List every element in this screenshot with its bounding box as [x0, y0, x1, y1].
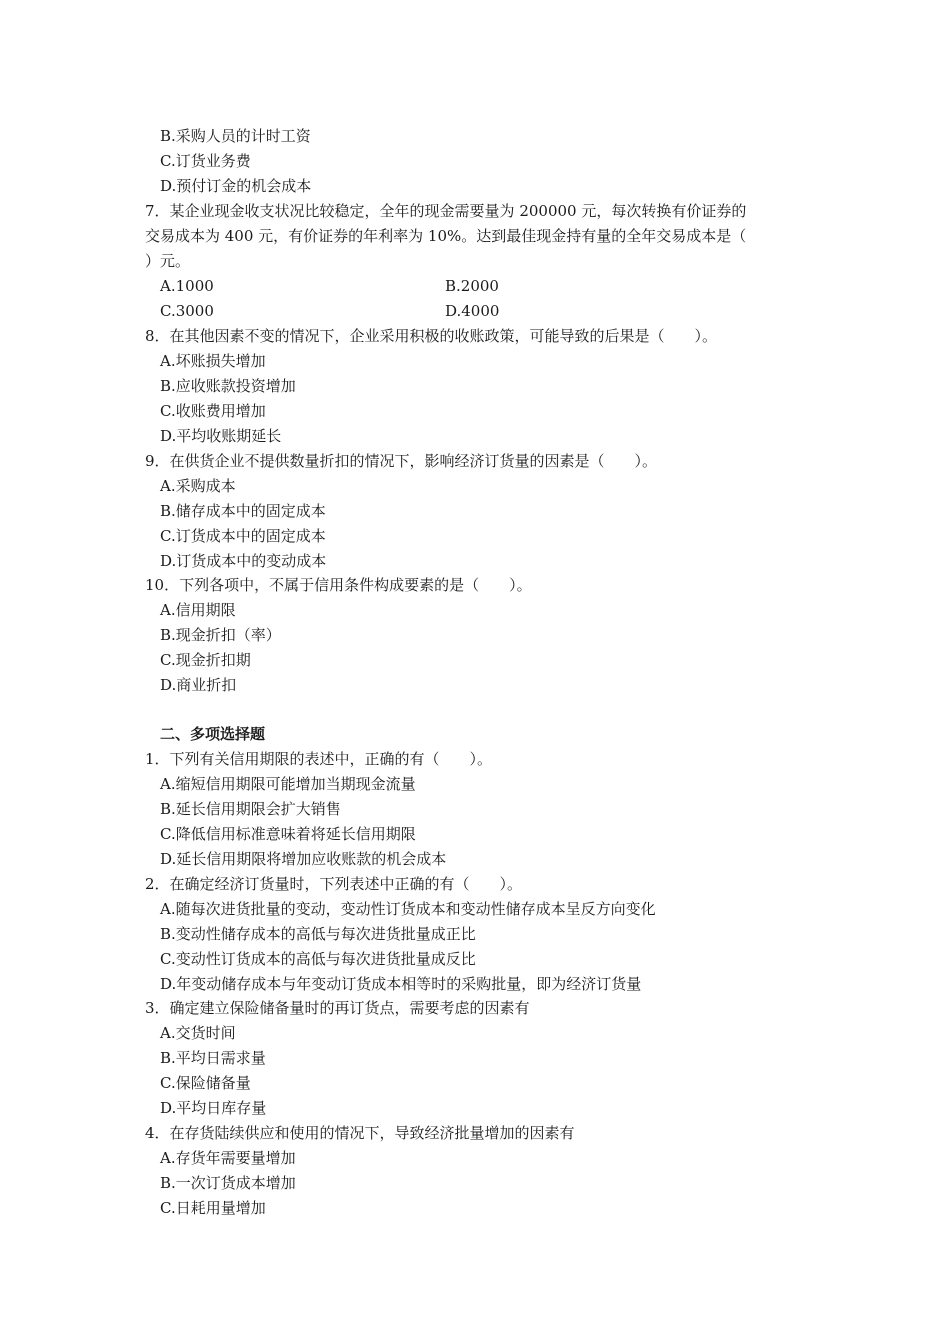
option-item: B.应收账款投资增加 [160, 377, 296, 395]
option-item: A.缩短信用期限可能增加当期现金流量 [160, 775, 416, 793]
question-8: 8．在其他因素不变的情况下，企业采用积极的收账政策，可能导致的后果是（ ）。 [145, 327, 718, 345]
option-item: B.储存成本中的固定成本 [160, 502, 326, 520]
option-item: D.延长信用期限将增加应收账款的机会成本 [160, 850, 447, 868]
option-item: C.现金折扣期 [160, 651, 251, 669]
option-item: C.订货成本中的固定成本 [160, 527, 326, 545]
option-item: D.商业折扣 [160, 676, 237, 694]
option-item: A.采购成本 [160, 477, 236, 495]
question-7-line-2: 交易成本为 400 元，有价证券的年利率为 10%。达到最佳现金持有量的全年交易成本是（ [145, 227, 747, 245]
option-item: D.订货成本中的变动成本 [160, 552, 327, 570]
question-7-line-1: 7．某企业现金收支状况比较稳定，全年的现金需要量为 200000 元，每次转换有价证券的 [145, 202, 747, 220]
option-item: D.4000 [445, 302, 500, 320]
option-item: B.变动性储存成本的高低与每次进货批量成正比 [160, 925, 476, 943]
section-heading: 二、多项选择题 [160, 725, 266, 743]
option-item: B.延长信用期限会扩大销售 [160, 800, 341, 818]
option-item: D.平均日库存量 [160, 1099, 267, 1117]
option-item: A.随每次进货批量的变动，变动性订货成本和变动性储存成本呈反方向变化 [160, 900, 656, 918]
option-item: A.交货时间 [160, 1024, 236, 1042]
option-item: A.坏账损失增加 [160, 352, 266, 370]
option-item: D.平均收账期延长 [160, 427, 282, 445]
option-item: B.现金折扣（率） [160, 626, 281, 644]
multi-question-2: 2．在确定经济订货量时，下列表述中正确的有（ ）。 [145, 875, 523, 893]
multi-question-1: 1．下列有关信用期限的表述中，正确的有（ ）。 [145, 750, 493, 768]
option-item: C.订货业务费 [160, 152, 251, 170]
question-7-line-3: ）元。 [145, 252, 191, 270]
option-item: A.1000 [160, 277, 214, 295]
option-item: B.2000 [445, 277, 499, 295]
option-item: C.保险储备量 [160, 1074, 251, 1092]
option-item: C.收账费用增加 [160, 402, 266, 420]
option-item: D.预付订金的机会成本 [160, 177, 312, 195]
option-item: B.一次订货成本增加 [160, 1174, 296, 1192]
option-item: C.降低信用标准意味着将延长信用期限 [160, 825, 416, 843]
option-item: C.日耗用量增加 [160, 1199, 266, 1217]
multi-question-3: 3．确定建立保险储备量时的再订货点，需要考虑的因素有 [145, 999, 530, 1017]
option-item: B.采购人员的计时工资 [160, 127, 311, 145]
option-item: A.存货年需要量增加 [160, 1149, 296, 1167]
multi-question-4: 4．在存货陆续供应和使用的情况下，导致经济批量增加的因素有 [145, 1124, 575, 1142]
option-item: D.年变动储存成本与年变动订货成本相等时的采购批量，即为经济订货量 [160, 975, 642, 993]
option-item: A.信用期限 [160, 601, 236, 619]
option-item: C.3000 [160, 302, 214, 320]
option-item: C.变动性订货成本的高低与每次进货批量成反比 [160, 950, 476, 968]
question-10: 10．下列各项中，不属于信用条件构成要素的是（ ）。 [145, 576, 532, 594]
option-item: B.平均日需求量 [160, 1049, 266, 1067]
question-9: 9．在供货企业不提供数量折扣的情况下，影响经济订货量的因素是（ ）。 [145, 452, 658, 470]
